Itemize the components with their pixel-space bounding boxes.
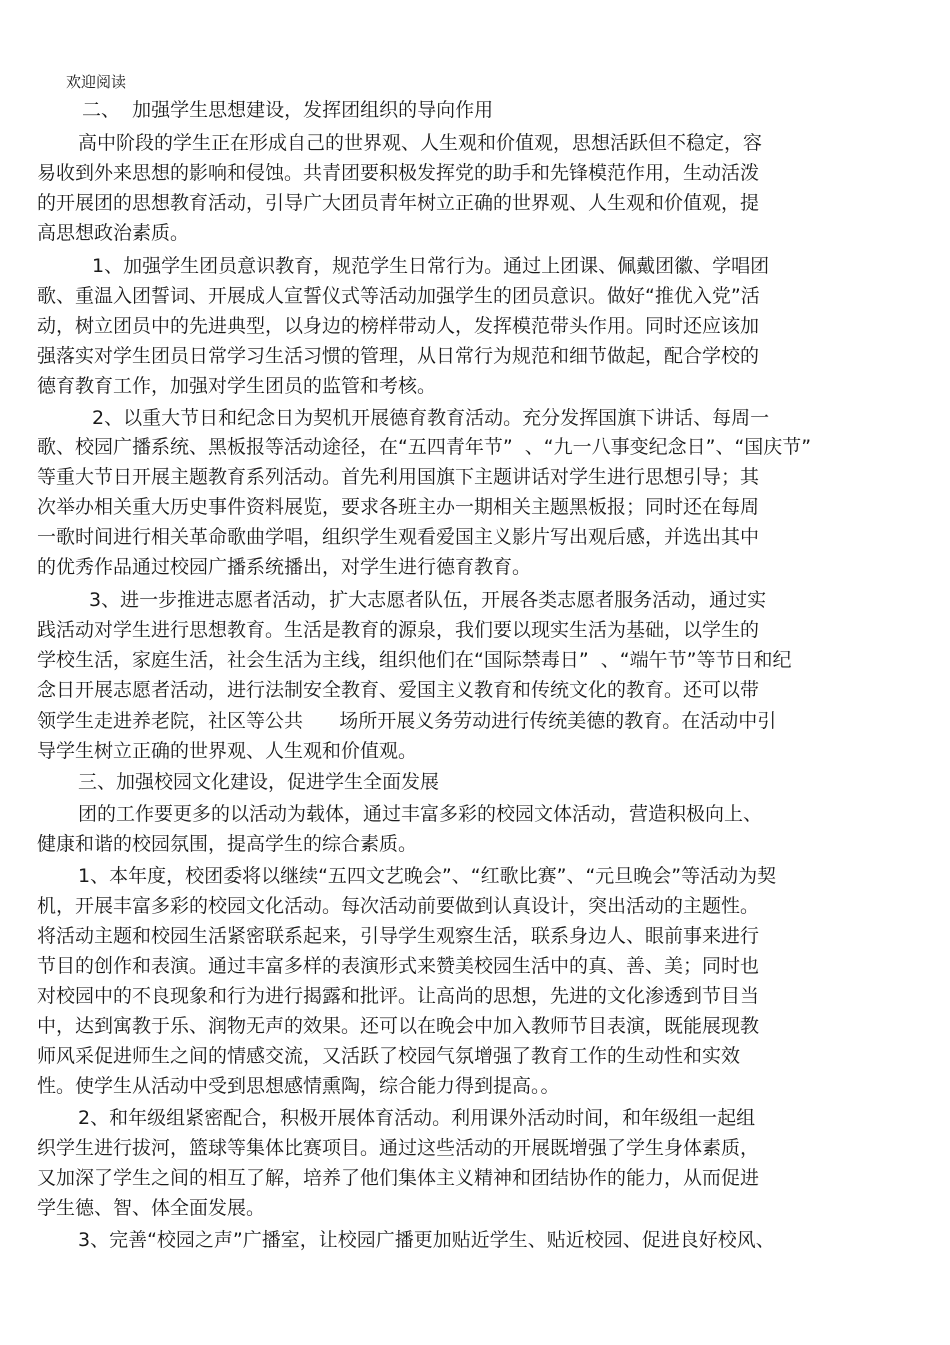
text-line: 动，树立团员中的先进典型，以身边的榜样带动人，发挥模范带头作用。同时还应该加: [37, 315, 760, 337]
text-line: 将活动主题和校园生活紧密联系起来，引导学生观察生活，联系身边人、眼前事来进行: [37, 925, 760, 947]
text-line: 易收到外来思想的影响和侵蚀。共青团要积极发挥党的助手和先锋模范作用，生动活泼: [37, 162, 760, 184]
text-line: 导学生树立正确的世界观、人生观和价值观。: [37, 740, 418, 762]
text-line: 强落实对学生团员日常学习生活习惯的管理，从日常行为规范和细节做起，配合学校的: [37, 345, 760, 367]
section-heading-2: 二、 加强学生思想建设，发挥团组织的导向作用: [82, 99, 494, 121]
text-line: 高思想政治素质。: [37, 222, 190, 244]
text-line: 2、以重大节日和纪念日为契机开展德育教育活动。充分发挥国旗下讲话、每周一: [92, 407, 770, 429]
text-line: 团的工作要更多的以活动为载体，通过丰富多彩的校园文体活动，营造积极向上、: [78, 803, 763, 825]
text-line: 念日开展志愿者活动，进行法制安全教育、爱国主义教育和传统文化的教育。还可以带: [37, 679, 760, 701]
text-line: 一歌时间进行相关革命歌曲学唱，组织学生观看爱国主义影片写出观后感，并选出其中: [37, 526, 760, 548]
text-line: 等重大节日开展主题教育系列活动。首先利用国旗下主题讲话对学生进行思想引导；其: [37, 466, 760, 488]
text-line: 3、进一步推进志愿者活动，扩大志愿者队伍，开展各类志愿者服务活动，通过实: [89, 589, 767, 611]
text-line: 织学生进行拔河，篮球等集体比赛项目。通过这些活动的开展既增强了学生身体素质，: [37, 1137, 760, 1159]
text-line: 师风采促进师生之间的情感交流，又活跃了校园气氛增强了教育工作的生动性和实效: [37, 1045, 741, 1067]
text-line: 领学生走进养老院，社区等公共 场所开展义务劳动进行传统美德的教育。在活动中引: [37, 710, 777, 732]
text-line: 践活动对学生进行思想教育。生活是教育的源泉，我们要以现实生活为基础，以学生的: [37, 619, 760, 641]
text-line: 1、本年度，校团委将以继续“五四文艺晚会”、“红歌比赛”、“元旦晚会”等活动为契: [78, 865, 777, 887]
page-header: 欢迎阅读: [66, 73, 127, 91]
text-line: 对校园中的不良现象和行为进行揭露和批评。让高尚的思想，先进的文化渗透到节目当: [37, 985, 760, 1007]
text-line: 1、加强学生团员意识教育，规范学生日常行为。通过上团课、佩戴团徽、学唱团: [92, 255, 770, 277]
text-line: 又加深了学生之间的相互了解，培养了他们集体主义精神和团结协作的能力，从而促进: [37, 1167, 760, 1189]
text-line: 的开展团的思想教育活动，引导广大团员青年树立正确的世界观、人生观和价值观，提: [37, 192, 760, 214]
text-line: 性。使学生从活动中受到思想感情熏陶，综合能力得到提高。。: [37, 1075, 560, 1097]
text-line: 的优秀作品通过校园广播系统播出，对学生进行德育教育。: [37, 556, 532, 578]
text-line: 次举办相关重大历史事件资料展览，要求各班主办一期相关主题黑板报；同时还在每周: [37, 496, 760, 518]
text-line: 机，开展丰富多彩的校园文化活动。每次活动前要做到认真设计，突出活动的主题性。: [37, 895, 760, 917]
text-line: 学生德、智、体全面发展。: [37, 1197, 266, 1219]
text-line: 高中阶段的学生正在形成自己的世界观、人生观和价值观，思想活跃但不稳定，容: [78, 132, 763, 154]
text-line: 2、和年级组紧密配合，积极开展体育活动。利用课外活动时间，和年级组一起组: [78, 1107, 756, 1129]
text-line: 节目的创作和表演。通过丰富多样的表演形式来赞美校园生活中的真、善、美；同时也: [37, 955, 760, 977]
text-line: 歌、校园广播系统、黑板报等活动途径，在“五四青年节” 、“九一八事变纪念日”、“国庆节”: [37, 436, 812, 458]
text-line: 中，达到寓教于乐、润物无声的效果。还可以在晚会中加入教师节目表演，既能展现教: [37, 1015, 760, 1037]
text-line: 健康和谐的校园氛围，提高学生的综合素质。: [37, 833, 418, 855]
section-heading-3: 三、加强校园文化建设，促进学生全面发展: [78, 771, 440, 793]
text-line: 3、完善“校园之声”广播室，让校园广播更加贴近学生、贴近校园、促进良好校风、: [78, 1229, 775, 1251]
text-line: 德育教育工作，加强对学生团员的监管和考核。: [37, 375, 437, 397]
text-line: 学校生活，家庭生活，社会生活为主线，组织他们在“国际禁毒日” 、“端午节”等节日和纪: [37, 649, 792, 671]
text-line: 歌、重温入团誓词、开展成人宣誓仪式等活动加强学生的团员意识。做好“推优入党”活: [37, 285, 760, 307]
